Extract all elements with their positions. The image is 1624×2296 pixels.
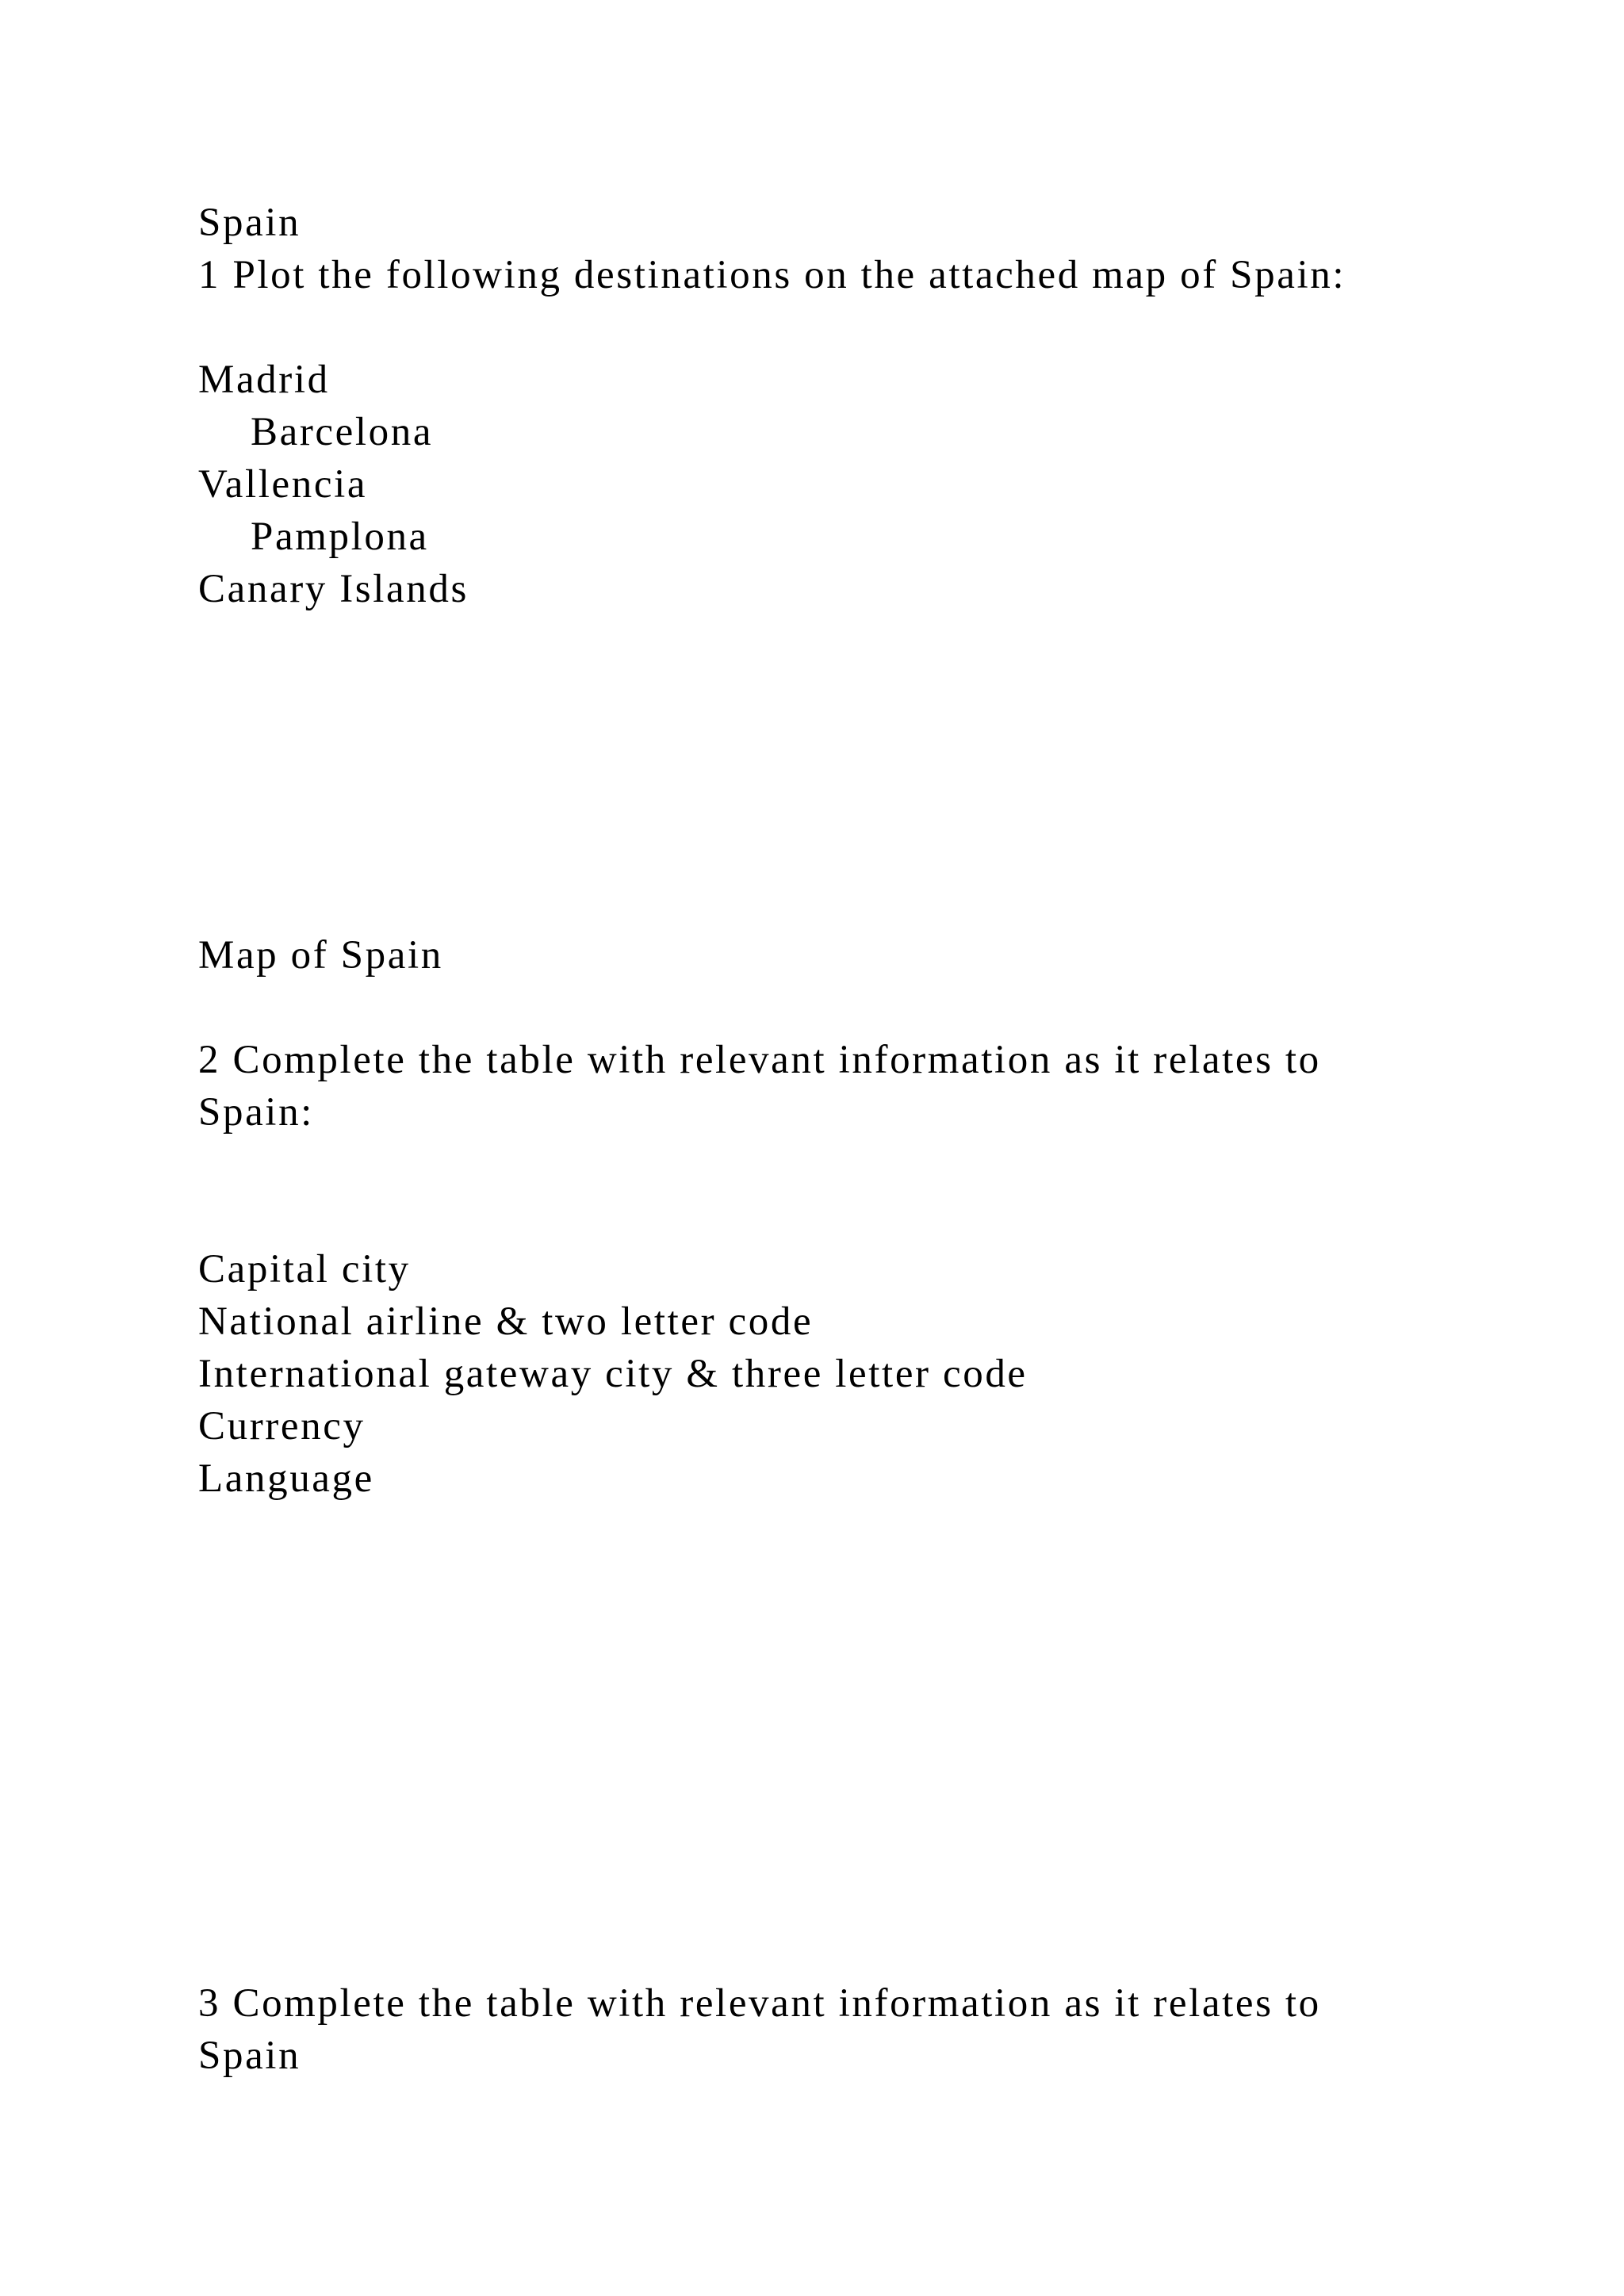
section-3-instruction-line-1: 3 Complete the table with relevant information as it relates to xyxy=(198,1981,1321,2026)
table-row-label: National airline & two letter code xyxy=(198,1299,814,1344)
destination-item: Madrid xyxy=(198,358,330,402)
section-1-instruction: 1 Plot the following destinations on the attached map of Spain: xyxy=(198,253,1346,297)
table-row-label: Currency xyxy=(198,1404,366,1448)
document-title: Spain xyxy=(198,201,301,245)
destination-item: Vallencia xyxy=(198,462,368,507)
table-row-label: Language xyxy=(198,1456,374,1501)
destination-item: Pamplona xyxy=(251,515,429,559)
table-row-label: International gateway city & three letter code xyxy=(198,1352,1028,1396)
section-3-instruction-line-2: Spain xyxy=(198,2034,301,2078)
destination-item: Canary Islands xyxy=(198,567,469,611)
section-2-instruction-line-2: Spain: xyxy=(198,1090,314,1135)
map-caption: Map of Spain xyxy=(198,933,443,978)
section-2-instruction-line-1: 2 Complete the table with relevant information as it relates to xyxy=(198,1038,1321,1082)
table-row-label: Capital city xyxy=(198,1247,411,1292)
destination-item: Barcelona xyxy=(251,410,434,454)
